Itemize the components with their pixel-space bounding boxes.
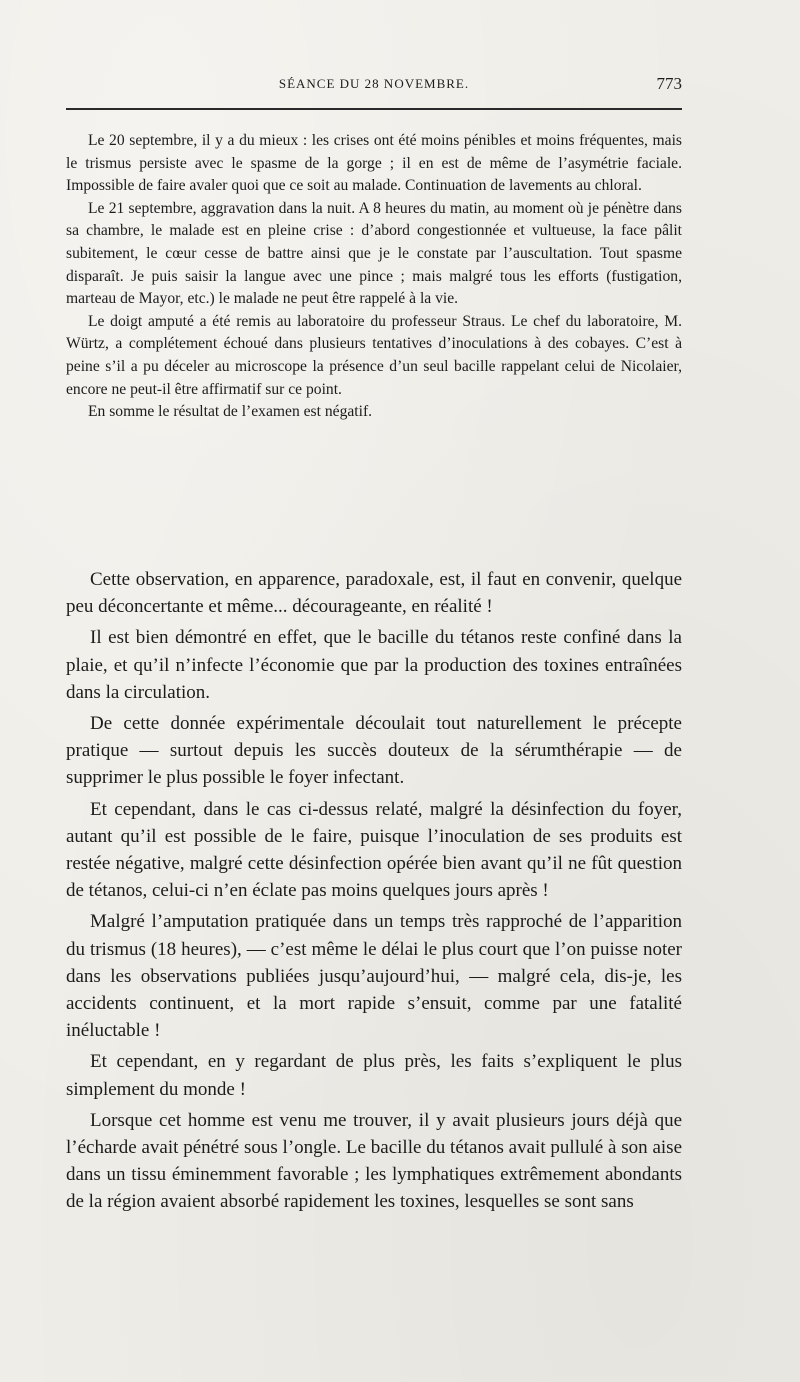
paragraph: Malgré l’amputation pratiquée dans un temps très rapproché de l’apparition du trismus (18 heures), — c’est même le délai le plus court que l’on puisse noter dans les observations publiées jusqu’aujourd’hui, — malgré cela, dis-je, les accidents continuent, et la mort rapide s’ensuit, comme par une fatalité inéluctable ! xyxy=(66,911,682,1042)
page-header xyxy=(66,76,682,100)
paragraph: De cette donnée expérimentale découlait tout naturellement le précepte pratique — surtout depuis les succès douteux de la sérumthérapie — de supprimer le plus possible le foyer infectant. xyxy=(66,713,682,789)
paragraph: Le 20 septembre, il y a du mieux : les crises ont été moins pénibles et moins fréquentes, mais le trismus persiste avec le spasme de la gorge ; il en est de même de l’asymétrie faciale. Impossible de faire avaler quoi que ce soit au malade. Continuation de lavements au chloral. xyxy=(66,132,682,195)
paragraph: Il est bien démontré en effet, que le bacille du tétanos reste confiné dans la plaie, et qu’il n’infecte l’économie que par la production des toxines entraînées dans la circulation. xyxy=(66,627,682,703)
paragraph: Le 21 septembre, aggravation dans la nuit. A 8 heures du matin, au moment où je pénètre dans sa chambre, le malade est en pleine crise : d’abord congestionnée et vultueuse, la face pâlit subitement, le cœur cesse de battre ainsi que je le constate par l’auscultation. Tout spasme disparaît. Je puis saisir la langue avec une pince ; mais malgré tous les efforts (fustigation, marteau de Mayor, etc.) le malade ne peut être rappelé à la vie. xyxy=(66,199,682,308)
discussion-block xyxy=(66,566,682,1216)
header-rule xyxy=(66,108,682,110)
paragraph: Et cependant, dans le cas ci-dessus relaté, malgré la désinfection du foyer, autant qu’il est possible de le faire, puisque l’inoculation de ses produits est restée négative, malgré cette désinfection opérée bien avant qu’il ne fût question de tétanos, celui-ci n’en éclate pas moins quelques jours après ! xyxy=(66,798,682,902)
paragraph: Cette observation, en apparence, paradoxale, est, il faut en convenir, quelque peu déconcertante et même... décourageante, en réalité ! xyxy=(66,569,682,618)
paragraph: En somme le résultat de l’examen est négatif. xyxy=(88,403,373,421)
paragraph: Et cependant, en y regardant de plus près, les faits s’expliquent le plus simplement du monde ! xyxy=(66,1051,682,1100)
paragraph: Lorsque cet homme est venu me trouver, il y avait plusieurs jours déjà que l’écharde avait pénétré sous l’ongle. Le bacille du tétanos avait pullulé à son aise dans un tissu éminemment favorable ; les lymphatiques extrêmement abondants de la région avaient absorbé rapidement les toxines, lesquelles se sont sans xyxy=(66,1109,682,1213)
paragraph: Le doigt amputé a été remis au laboratoire du professeur Straus. Le chef du laboratoire, M. Würtz, a complétement échoué dans plusieurs tentatives d’inoculations à des cobayes. C’est à peine s’il a pu déceler au microscope la présence d’un seul bacille rappelant celui de Nicolaier, encore ne peut-il être affirmatif sur ce point. xyxy=(66,312,682,398)
page-number: 773 xyxy=(656,74,682,93)
running-head: SÉANCE DU 28 NOVEMBRE. xyxy=(278,76,470,91)
case-report-block xyxy=(66,130,682,424)
